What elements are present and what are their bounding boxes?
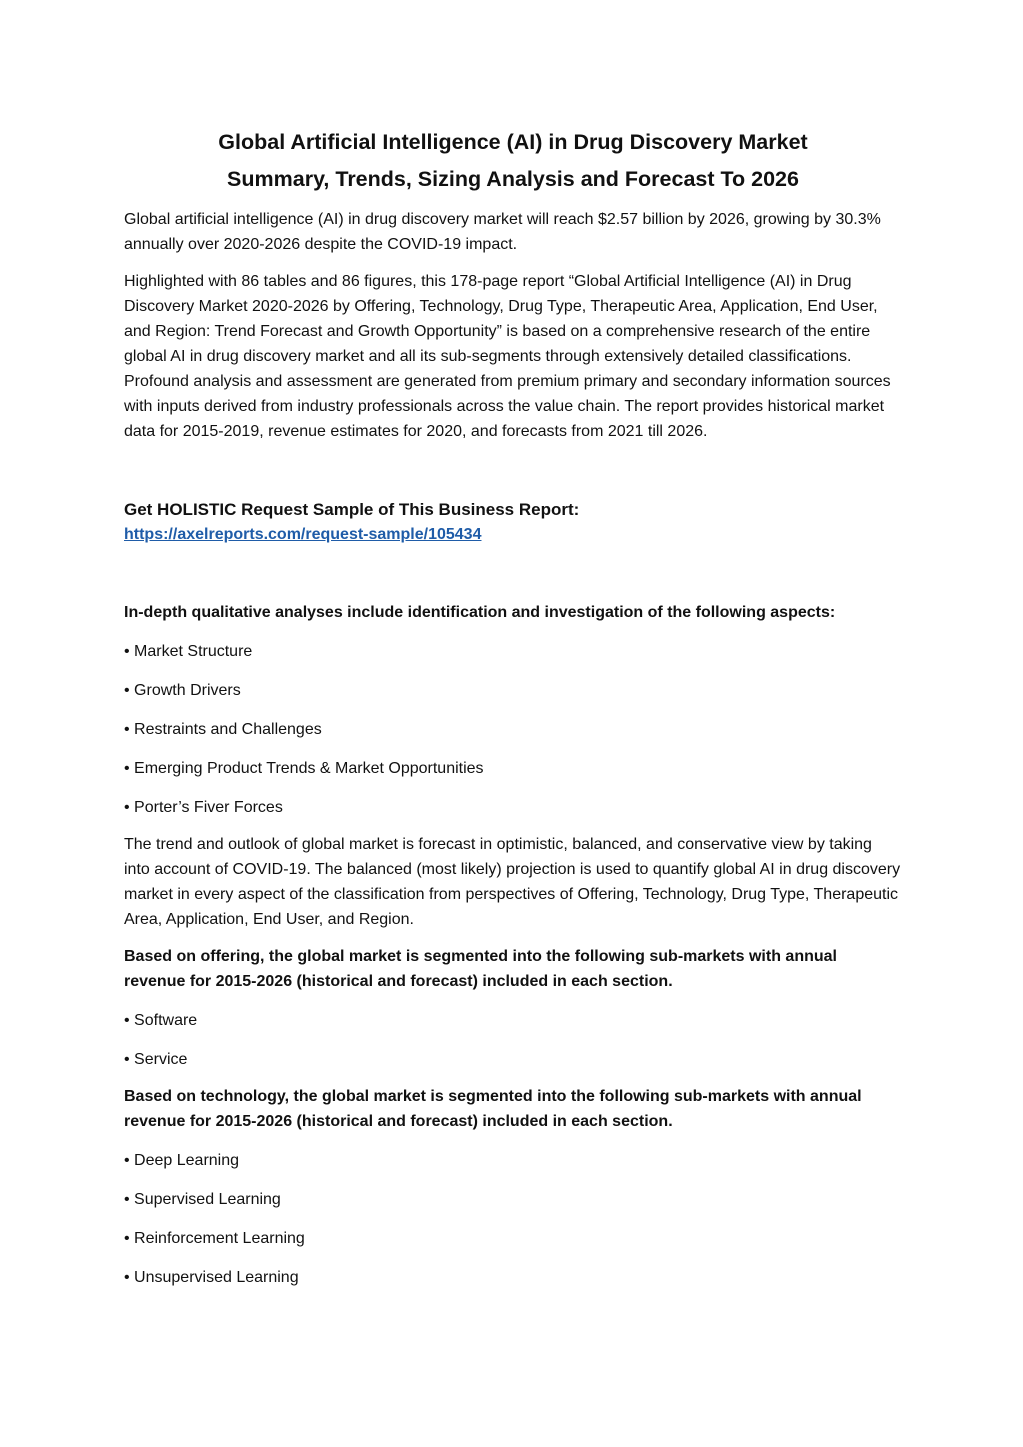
- list-item: • Porter’s Fiver Forces: [124, 799, 283, 816]
- list-item: • Supervised Learning: [124, 1191, 281, 1208]
- aspects-heading: In-depth qualitative analyses include identification and investigation of the following aspects:: [124, 604, 836, 621]
- list-item: • Unsupervised Learning: [124, 1269, 299, 1286]
- title-line-2: Summary, Trends, Sizing Analysis and Forecast To 2026: [227, 167, 799, 191]
- list-item: • Reinforcement Learning: [124, 1230, 305, 1247]
- sample-request-heading: Get HOLISTIC Request Sample of This Business Report:: [124, 500, 580, 519]
- list-item: • Growth Drivers: [124, 682, 241, 699]
- list-item: • Emerging Product Trends & Market Opportunities: [124, 760, 484, 777]
- list-item: • Deep Learning: [124, 1152, 240, 1169]
- title-line-1: Global Artificial Intelligence (AI) in Drug Discovery Market: [218, 130, 808, 154]
- list-item: • Service: [124, 1051, 188, 1068]
- page-title: [124, 124, 902, 198]
- offering-heading: Based on offering, the global market is segmented into the following sub-markets with annual revenue for 2015-2026 (historical and forecast) included in each section.: [124, 948, 837, 990]
- list-item: • Restraints and Challenges: [124, 721, 322, 738]
- document-body: [124, 124, 902, 1290]
- technology-heading: Based on technology, the global market is segmented into the following sub-markets with annual revenue for 2015-2026 (historical and forecast) included in each section.: [124, 1088, 862, 1130]
- sample-request-link[interactable]: https://axelreports.com/request-sample/105434: [124, 526, 482, 543]
- list-item: • Market Structure: [124, 643, 253, 660]
- report-highlight-paragraph: Highlighted with 86 tables and 86 figures, this 178-page report “Global Artificial Intelligence (AI) in Drug Discovery Market 2020-2026 by Offering, Technology, Drug Type, Therapeutic Area, Application, End User, and Region: Trend Forecast and Growth Opportunity” is based on a comprehensive research of the entire global AI in drug discovery market and all its sub-segments through extensively detailed classifications. Profound analysis and assessment are generated from premium primary and secondary information sources with inputs derived from industry professionals across the value chain. The report provides historical market data for 2015-2019, revenue estimates for 2020, and forecasts from 2021 till 2026.: [124, 273, 891, 440]
- aspects-list: [124, 639, 902, 820]
- outlook-paragraph: The trend and outlook of global market is forecast in optimistic, balanced, and conservative view by taking into account of COVID-19. The balanced (most likely) projection is used to quantify global AI in drug discovery market in every aspect of the classification from perspectives of Offering, Technology, Drug Type, Therapeutic Area, Application, End User, and Region.: [124, 836, 901, 928]
- technology-list: [124, 1148, 902, 1290]
- intro-paragraph: Global artificial intelligence (AI) in drug discovery market will reach $2.57 billion by 2026, growing by 30.3% annually over 2020-2026 despite the COVID-19 impact.: [124, 211, 881, 253]
- offering-list: [124, 1008, 902, 1072]
- list-item: • Software: [124, 1012, 198, 1029]
